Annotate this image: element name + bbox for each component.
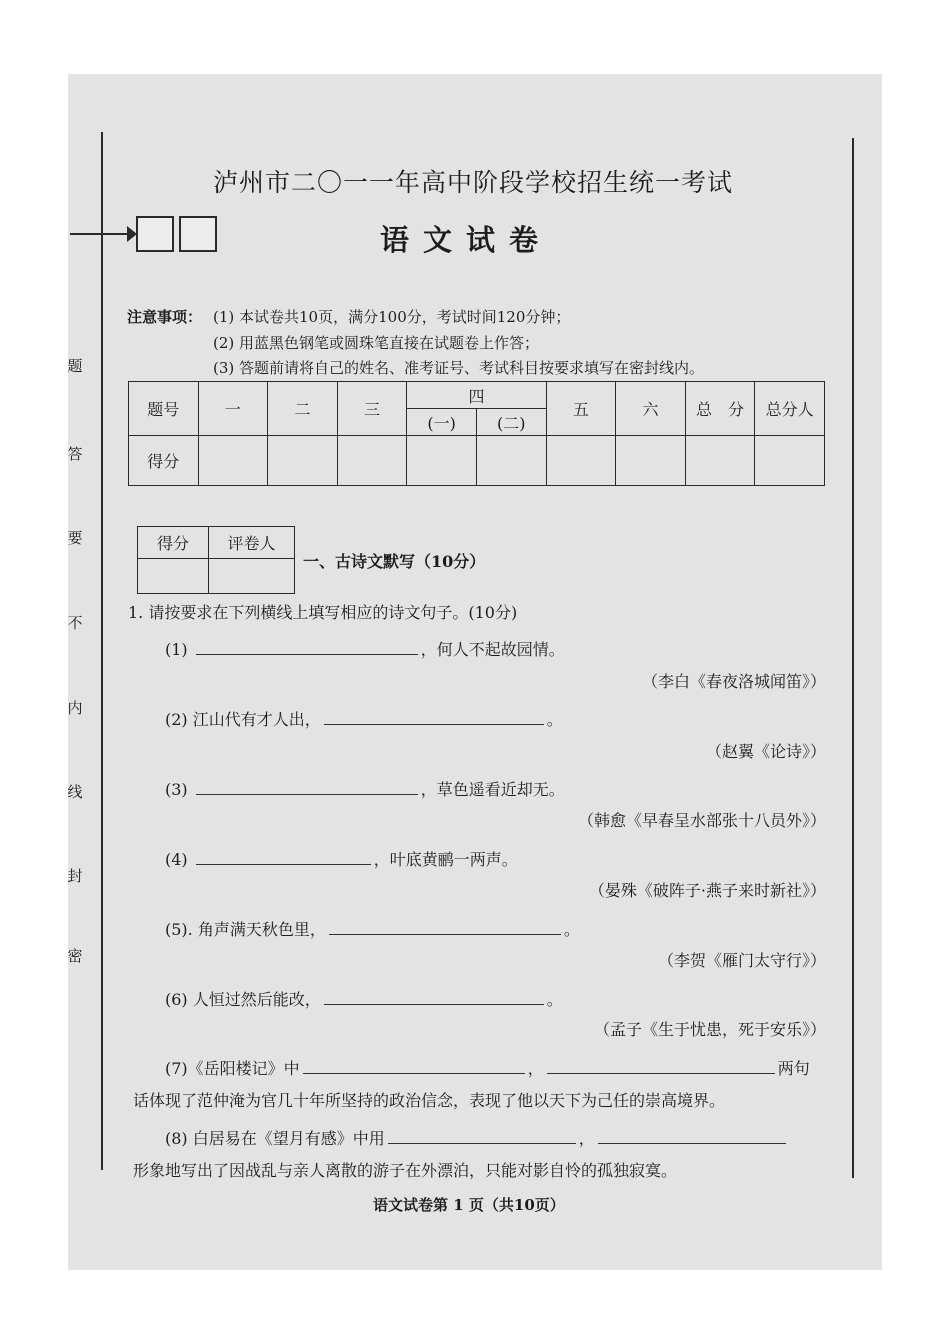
seal-char: 内 [67,699,83,717]
score-row-label: 得分 [129,436,199,486]
score-table-col: 三 [337,382,407,436]
score-table-subcol: (一) [407,409,477,436]
score-table-col: 四 [407,382,546,409]
answer-blank[interactable] [547,1057,775,1074]
score-table-col: 总分人 [755,382,825,436]
poem-item-7-line2: 话体现了范仲淹为官几十年所坚持的政治信念，表现了他以天下为己任的崇高境界。 [133,1091,726,1110]
score-cell[interactable] [268,436,338,486]
score-cell[interactable] [755,436,825,486]
grader-box-score-label: 得分 [138,527,209,559]
seal-line-left [101,132,103,1170]
answer-blank[interactable] [324,988,544,1005]
score-cell[interactable] [476,436,546,486]
poem-source-3: （韩愈《早春呈水部张十八员外》） [577,811,826,830]
poem-item-8-line2: 形象地写出了因战乱与亲人离散的游子在外漂泊，只能对影自怜的孤独寂寞。 [133,1161,678,1180]
page-footer: 语文试卷第 1 页（共10页） [373,1196,565,1214]
score-table-col: 一 [198,382,268,436]
seal-char: 密 [67,947,83,965]
score-cell[interactable] [685,436,755,486]
notice-item-1: (1) 本试卷共10页，满分100分，考试时间120分钟； [213,308,571,326]
score-table-col: 总 分 [685,382,755,436]
grader-box [137,526,295,594]
notice-label: 注意事项： [127,308,203,326]
seal-char: 封 [67,867,83,885]
exam-subtitle: 语文试卷 [380,223,553,257]
score-table-col: 五 [546,382,616,436]
arrow-line [70,233,132,235]
score-table [128,381,825,486]
score-cell[interactable] [198,436,268,486]
notice-item-2: (2) 用蓝黑色钢笔或圆珠笔直接在试题卷上作答； [213,334,540,352]
code-box-1 [136,216,174,252]
poem-item-3: (3) ，草色遥看近却无。 [165,780,565,799]
poem-source-1: （李白《春夜洛城闻笛》） [641,672,826,691]
answer-blank[interactable] [598,1127,786,1144]
answer-blank[interactable] [196,638,418,655]
grader-box-grader-cell[interactable] [209,559,295,594]
exam-title: 泸州市二〇一一年高中阶段学校招生统一考试 [213,168,734,197]
seal-char: 不 [67,614,83,632]
seal-char: 答 [67,445,83,463]
score-cell[interactable] [616,436,686,486]
score-cell[interactable] [337,436,407,486]
answer-blank[interactable] [196,778,418,795]
score-table-header: 题号 [129,382,199,436]
answer-blank[interactable] [196,848,371,865]
poem-item-5: (5). 角声满天秋色里， 。 [165,920,580,939]
score-table-col: 六 [616,382,686,436]
poem-source-2: （赵翼《论诗》） [705,742,826,761]
poem-source-5: （李贺《雁门太守行》） [657,951,826,970]
poem-item-2: (2) 江山代有才人出， 。 [165,710,563,729]
notice-item-3: (3) 答题前请将自己的姓名、准考证号、考试科目按要求填写在密封线内。 [213,359,705,377]
seal-char: 要 [67,529,83,547]
poem-item-6: (6) 人恒过然后能改， 。 [165,990,563,1009]
grader-box-score-cell[interactable] [138,559,209,594]
answer-blank[interactable] [324,708,544,725]
page-border-right [852,138,854,1178]
section-title: 一、古诗文默写（10分） [303,552,486,571]
seal-char: 题 [67,357,83,375]
poem-item-4: (4) ，叶底黄鹂一两声。 [165,850,518,869]
grader-box-grader-label: 评卷人 [209,527,295,559]
poem-item-8: (8) 白居易在《望月有感》中用 ， [165,1126,789,1149]
poem-source-6: （孟子《生于忧患，死于安乐》） [593,1020,826,1039]
score-cell[interactable] [407,436,477,486]
score-cell[interactable] [546,436,616,486]
question-1: 1. 请按要求在下列横线上填写相应的诗文句子。(10分) [128,603,518,622]
answer-blank[interactable] [303,1057,525,1074]
answer-blank[interactable] [329,918,561,935]
seal-char: 线 [67,783,83,801]
poem-source-4: （晏殊《破阵子·燕子来时新社》） [588,881,826,900]
score-table-col: 二 [268,382,338,436]
code-box-2 [179,216,217,252]
answer-blank[interactable] [388,1127,576,1144]
score-table-subcol: (二) [476,409,546,436]
poem-item-7: (7)《岳阳楼记》中 ， 两句 [165,1059,810,1078]
poem-item-1: (1) ，何人不起故园情。 [165,640,565,659]
